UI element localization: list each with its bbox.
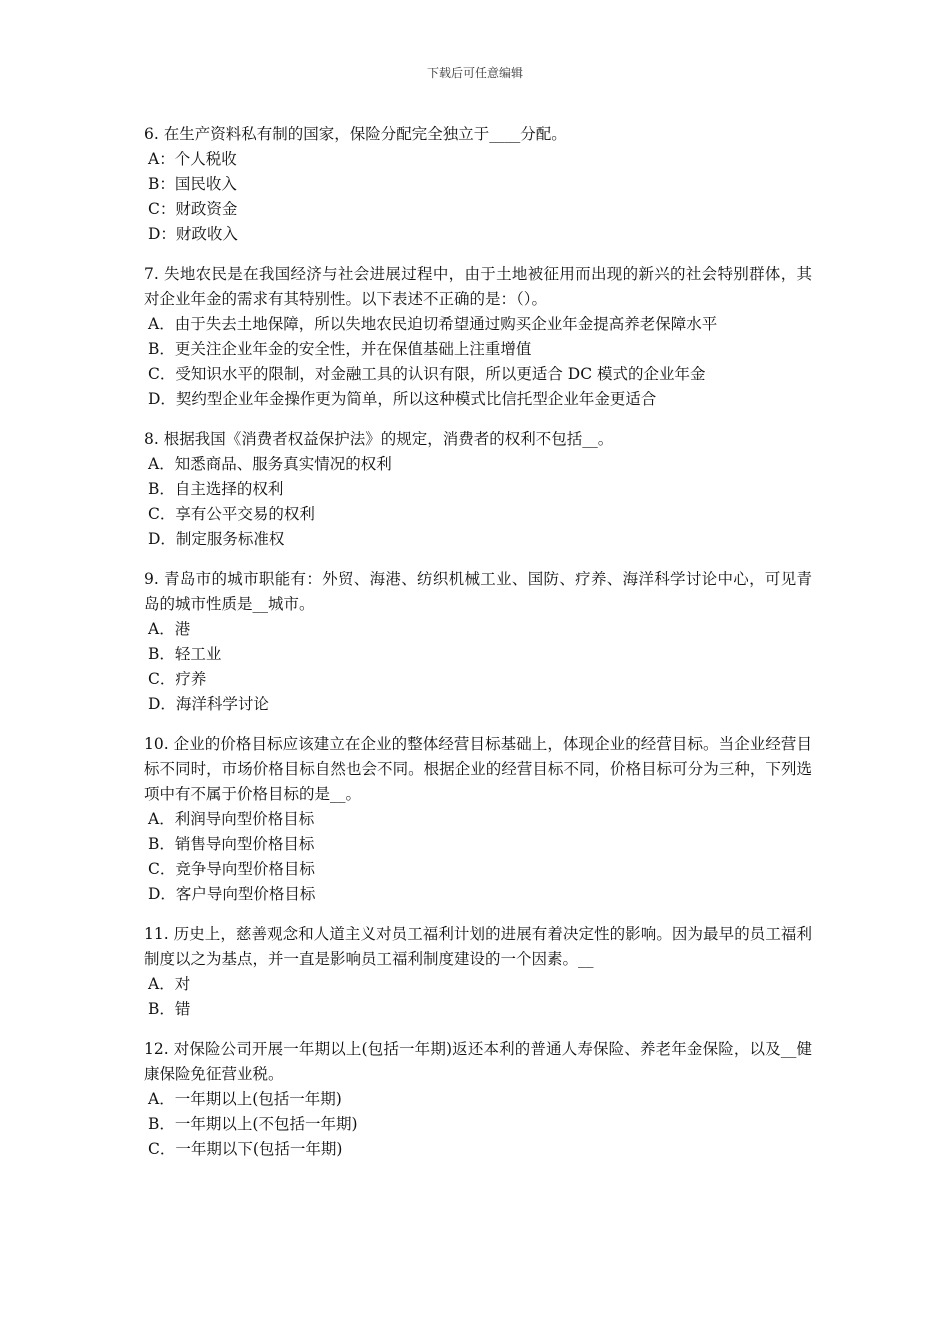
option-c: C．竞争导向型价格目标 xyxy=(148,860,315,878)
question-11 xyxy=(144,922,812,1022)
question-9 xyxy=(144,567,812,717)
option-a: A．港 xyxy=(148,620,191,638)
question-10 xyxy=(144,732,812,907)
page-header: 下载后可任意编辑 xyxy=(426,66,523,80)
option-b: B．更关注企业年金的安全性，并在保值基础上注重增值 xyxy=(148,340,532,358)
question-stem: 6. 在生产资料私有制的国家，保险分配完全独立于____分配。 xyxy=(144,125,567,143)
question-stem: 12. 对保险公司开展一年期以上(包括一年期)返还本利的普通人寿保险、养老年金保险，以及__健康保险免征营业税。 xyxy=(144,1040,812,1083)
option-a: A：个人税收 xyxy=(148,150,237,168)
option-b: B：国民收入 xyxy=(148,175,237,193)
option-b: B．销售导向型价格目标 xyxy=(148,835,315,853)
option-a: A．由于失去土地保障，所以失地农民迫切希望通过购买企业年金提高养老保障水平 xyxy=(148,315,718,333)
option-c: C．疗养 xyxy=(148,670,207,688)
option-b: B．错 xyxy=(148,1000,191,1018)
question-stem: 9. 青岛市的城市职能有：外贸、海港、纺织机械工业、国防、疗养、海洋科学讨论中心，可见青岛的城市性质是__城市。 xyxy=(144,570,812,613)
option-b: B．自主选择的权利 xyxy=(148,480,284,498)
question-stem: 11. 历史上，慈善观念和人道主义对员工福利计划的进展有着决定性的影响。因为最早的员工福利制度以之为基点，并一直是影响员工福利制度建设的一个因素。__ xyxy=(144,925,812,968)
option-d: D．制定服务标准权 xyxy=(148,530,285,548)
option-b: B．轻工业 xyxy=(148,645,222,663)
option-a: A．对 xyxy=(148,975,191,993)
question-stem: 8. 根据我国《消费者权益保护法》的规定，消费者的权利不包括__。 xyxy=(144,430,614,448)
option-d: D．客户导向型价格目标 xyxy=(148,885,316,903)
option-d: D．海洋科学讨论 xyxy=(148,695,269,713)
option-b: B．一年期以上(不包括一年期) xyxy=(148,1115,358,1133)
question-stem: 10. 企业的价格目标应该建立在企业的整体经营目标基础上，体现企业的经营目标。当企业经营目标不同时，市场价格目标自然也会不同。根据企业的经营目标不同，价格目标可分为三种，下列选项中有不属于价格目标的是__。 xyxy=(144,735,812,803)
question-6 xyxy=(144,122,812,247)
question-list xyxy=(144,122,812,1177)
option-c: C．一年期以下(包括一年期) xyxy=(148,1140,343,1158)
option-c: C：财政资金 xyxy=(148,200,238,218)
question-7 xyxy=(144,262,812,412)
option-c: C．享有公平交易的权利 xyxy=(148,505,315,523)
option-c: C．受知识水平的限制，对金融工具的认识有限，所以更适合 DC 模式的企业年金 xyxy=(148,365,706,383)
option-d: D．契约型企业年金操作更为简单，所以这种模式比信托型企业年金更适合 xyxy=(148,390,657,408)
option-d: D：财政收入 xyxy=(148,225,238,243)
option-a: A．一年期以上(包括一年期) xyxy=(148,1090,342,1108)
option-a: A．知悉商品、服务真实情况的权利 xyxy=(148,455,392,473)
question-8 xyxy=(144,427,812,552)
question-stem: 7. 失地农民是在我国经济与社会进展过程中，由于土地被征用而出现的新兴的社会特别群体，其对企业年金的需求有其特别性。以下表述不正确的是：（）。 xyxy=(144,265,812,308)
option-a: A．利润导向型价格目标 xyxy=(148,810,315,828)
question-12 xyxy=(144,1037,812,1162)
